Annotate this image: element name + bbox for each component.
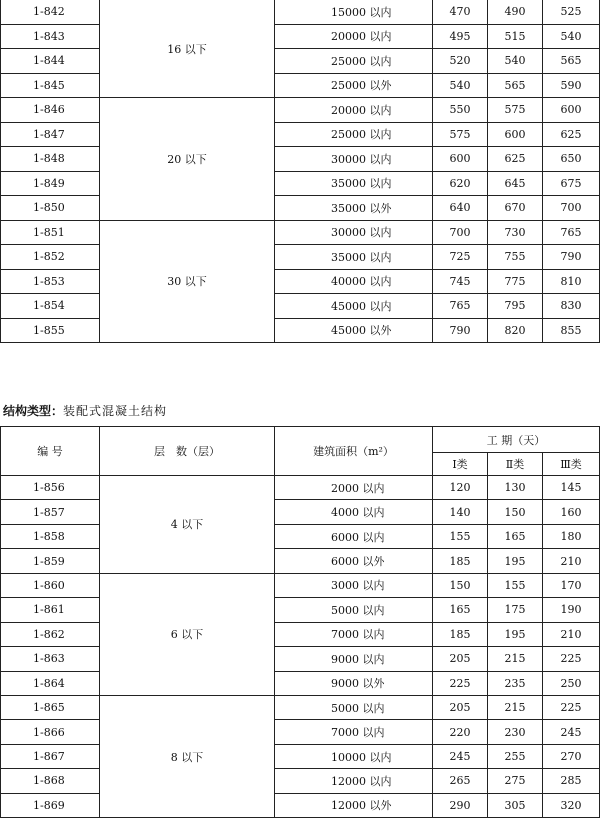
table-row [1, 49, 600, 74]
table-row [1, 720, 600, 744]
area-cell: 45000 以内 [275, 294, 433, 319]
class3-cell: 855 [543, 318, 600, 343]
area-cell: 25000 以内 [275, 122, 433, 147]
table-row [1, 524, 600, 548]
class1-cell: 220 [433, 720, 488, 744]
class3-cell: 765 [543, 220, 600, 245]
class3-cell: 540 [543, 24, 600, 49]
code-cell: 1-867 [1, 744, 100, 768]
class1-cell: 495 [433, 24, 488, 49]
class3-cell: 565 [543, 49, 600, 74]
area-cell: 30000 以内 [275, 220, 433, 245]
code-cell: 1-850 [1, 196, 100, 221]
class1-cell: 290 [433, 793, 488, 817]
class1-cell: 165 [433, 598, 488, 622]
table-row [1, 598, 600, 622]
area-cell: 6000 以外 [275, 549, 433, 573]
code-cell: 1-861 [1, 598, 100, 622]
class3-cell: 180 [543, 524, 600, 548]
class3-cell: 225 [543, 695, 600, 719]
class2-cell: 305 [488, 793, 543, 817]
code-cell: 1-864 [1, 671, 100, 695]
class2-cell: 775 [488, 269, 543, 294]
table-row [1, 294, 600, 319]
class3-cell: 210 [543, 549, 600, 573]
class2-cell: 795 [488, 294, 543, 319]
header-floors: 层 数（层） [100, 427, 275, 476]
table-row [1, 318, 600, 343]
code-cell: 1-855 [1, 318, 100, 343]
class1-cell: 150 [433, 573, 488, 597]
class3-cell: 250 [543, 671, 600, 695]
class2-cell: 515 [488, 24, 543, 49]
class1-cell: 140 [433, 500, 488, 524]
table-row [1, 98, 600, 123]
code-cell: 1-858 [1, 524, 100, 548]
header-code: 编 号 [1, 427, 100, 476]
structure-type-label: 结构类型： [3, 404, 64, 418]
class2-cell: 165 [488, 524, 543, 548]
class1-cell: 600 [433, 147, 488, 172]
table-row [1, 245, 600, 270]
table-row [1, 269, 600, 294]
table-row [1, 793, 600, 817]
construction-period-table-top [0, 0, 600, 343]
area-cell: 20000 以内 [275, 24, 433, 49]
class3-cell: 170 [543, 573, 600, 597]
area-cell: 5000 以内 [275, 695, 433, 719]
class2-cell: 230 [488, 720, 543, 744]
class2-cell: 565 [488, 73, 543, 98]
code-cell: 1-853 [1, 269, 100, 294]
area-cell: 25000 以外 [275, 73, 433, 98]
class3-cell: 675 [543, 171, 600, 196]
table-row [1, 147, 600, 172]
class3-cell: 210 [543, 622, 600, 646]
code-cell: 1-869 [1, 793, 100, 817]
class1-cell: 620 [433, 171, 488, 196]
class1-cell: 185 [433, 549, 488, 573]
class2-cell: 540 [488, 49, 543, 74]
code-cell: 1-842 [1, 0, 100, 24]
class3-cell: 700 [543, 196, 600, 221]
code-cell: 1-854 [1, 294, 100, 319]
header-area: 建筑面积（m²） [275, 427, 433, 476]
construction-period-table-bottom [0, 426, 600, 818]
class2-cell: 625 [488, 147, 543, 172]
table-row [1, 171, 600, 196]
class2-cell: 645 [488, 171, 543, 196]
class2-cell: 130 [488, 476, 543, 500]
class3-cell: 190 [543, 598, 600, 622]
area-cell: 25000 以内 [275, 49, 433, 74]
class1-cell: 205 [433, 647, 488, 671]
class3-cell: 790 [543, 245, 600, 270]
class1-cell: 205 [433, 695, 488, 719]
area-cell: 6000 以内 [275, 524, 433, 548]
header-class2: Ⅱ类 [488, 453, 543, 476]
header-row [1, 427, 600, 453]
class1-cell: 725 [433, 245, 488, 270]
class3-cell: 320 [543, 793, 600, 817]
code-cell: 1-847 [1, 122, 100, 147]
structure-type-value: 装配式混凝土结构 [63, 404, 168, 418]
area-cell: 10000 以内 [275, 744, 433, 768]
area-cell: 3000 以内 [275, 573, 433, 597]
class2-cell: 755 [488, 245, 543, 270]
class3-cell: 650 [543, 147, 600, 172]
code-cell: 1-843 [1, 24, 100, 49]
floors-cell: 4 以下 [100, 476, 275, 574]
class1-cell: 225 [433, 671, 488, 695]
class2-cell: 235 [488, 671, 543, 695]
code-cell: 1-856 [1, 476, 100, 500]
class2-cell: 195 [488, 549, 543, 573]
structure-type-title [3, 402, 167, 419]
code-cell: 1-848 [1, 147, 100, 172]
code-cell: 1-851 [1, 220, 100, 245]
class3-cell: 270 [543, 744, 600, 768]
table-row [1, 220, 600, 245]
floors-cell: 20 以下 [100, 98, 275, 221]
area-cell: 35000 以内 [275, 245, 433, 270]
class1-cell: 185 [433, 622, 488, 646]
class1-cell: 155 [433, 524, 488, 548]
area-cell: 5000 以内 [275, 598, 433, 622]
code-cell: 1-860 [1, 573, 100, 597]
class1-cell: 245 [433, 744, 488, 768]
class1-cell: 120 [433, 476, 488, 500]
header-period: 工 期（天） [433, 427, 600, 453]
header-class1: Ⅰ类 [433, 453, 488, 476]
table-row [1, 73, 600, 98]
class2-cell: 155 [488, 573, 543, 597]
class2-cell: 255 [488, 744, 543, 768]
code-cell: 1-844 [1, 49, 100, 74]
class1-cell: 765 [433, 294, 488, 319]
class1-cell: 470 [433, 0, 488, 24]
code-cell: 1-852 [1, 245, 100, 270]
class2-cell: 175 [488, 598, 543, 622]
class1-cell: 520 [433, 49, 488, 74]
code-cell: 1-862 [1, 622, 100, 646]
table-row [1, 500, 600, 524]
table-body [1, 476, 600, 818]
table-row [1, 0, 600, 24]
class1-cell: 640 [433, 196, 488, 221]
area-cell: 12000 以内 [275, 769, 433, 793]
code-cell: 1-849 [1, 171, 100, 196]
class2-cell: 150 [488, 500, 543, 524]
area-cell: 15000 以内 [275, 0, 433, 24]
area-cell: 40000 以内 [275, 269, 433, 294]
class3-cell: 525 [543, 0, 600, 24]
area-cell: 35000 以外 [275, 196, 433, 221]
table-body [1, 0, 600, 343]
table-row [1, 671, 600, 695]
table-row [1, 744, 600, 768]
class2-cell: 600 [488, 122, 543, 147]
area-cell: 45000 以外 [275, 318, 433, 343]
code-cell: 1-866 [1, 720, 100, 744]
header-class3: Ⅲ类 [543, 453, 600, 476]
class2-cell: 195 [488, 622, 543, 646]
area-cell: 35000 以内 [275, 171, 433, 196]
area-cell: 9000 以内 [275, 647, 433, 671]
table-row [1, 695, 600, 719]
class1-cell: 550 [433, 98, 488, 123]
class1-cell: 790 [433, 318, 488, 343]
code-cell: 1-859 [1, 549, 100, 573]
area-cell: 7000 以内 [275, 622, 433, 646]
class2-cell: 215 [488, 647, 543, 671]
table-row [1, 549, 600, 573]
class3-cell: 245 [543, 720, 600, 744]
class2-cell: 820 [488, 318, 543, 343]
area-cell: 7000 以内 [275, 720, 433, 744]
code-cell: 1-857 [1, 500, 100, 524]
floors-cell: 16 以下 [100, 0, 275, 98]
code-cell: 1-846 [1, 98, 100, 123]
class2-cell: 730 [488, 220, 543, 245]
class2-cell: 275 [488, 769, 543, 793]
code-cell: 1-845 [1, 73, 100, 98]
area-cell: 9000 以外 [275, 671, 433, 695]
class3-cell: 225 [543, 647, 600, 671]
class1-cell: 265 [433, 769, 488, 793]
class3-cell: 590 [543, 73, 600, 98]
floors-cell: 8 以下 [100, 695, 275, 817]
table-row [1, 476, 600, 500]
table-row [1, 196, 600, 221]
code-cell: 1-865 [1, 695, 100, 719]
area-cell: 12000 以外 [275, 793, 433, 817]
table-header [1, 427, 600, 476]
class3-cell: 600 [543, 98, 600, 123]
class3-cell: 625 [543, 122, 600, 147]
class2-cell: 215 [488, 695, 543, 719]
table-row [1, 647, 600, 671]
class3-cell: 810 [543, 269, 600, 294]
class2-cell: 670 [488, 196, 543, 221]
code-cell: 1-863 [1, 647, 100, 671]
class3-cell: 830 [543, 294, 600, 319]
floors-cell: 30 以下 [100, 220, 275, 343]
table-row [1, 24, 600, 49]
class1-cell: 745 [433, 269, 488, 294]
area-cell: 30000 以内 [275, 147, 433, 172]
class2-cell: 575 [488, 98, 543, 123]
class2-cell: 490 [488, 0, 543, 24]
code-cell: 1-868 [1, 769, 100, 793]
class3-cell: 145 [543, 476, 600, 500]
floors-cell: 6 以下 [100, 573, 275, 695]
table-row [1, 122, 600, 147]
area-cell: 20000 以内 [275, 98, 433, 123]
class1-cell: 700 [433, 220, 488, 245]
area-cell: 4000 以内 [275, 500, 433, 524]
class3-cell: 160 [543, 500, 600, 524]
area-cell: 2000 以内 [275, 476, 433, 500]
table-row [1, 573, 600, 597]
class3-cell: 285 [543, 769, 600, 793]
table-row [1, 769, 600, 793]
class1-cell: 575 [433, 122, 488, 147]
table-row [1, 622, 600, 646]
class1-cell: 540 [433, 73, 488, 98]
